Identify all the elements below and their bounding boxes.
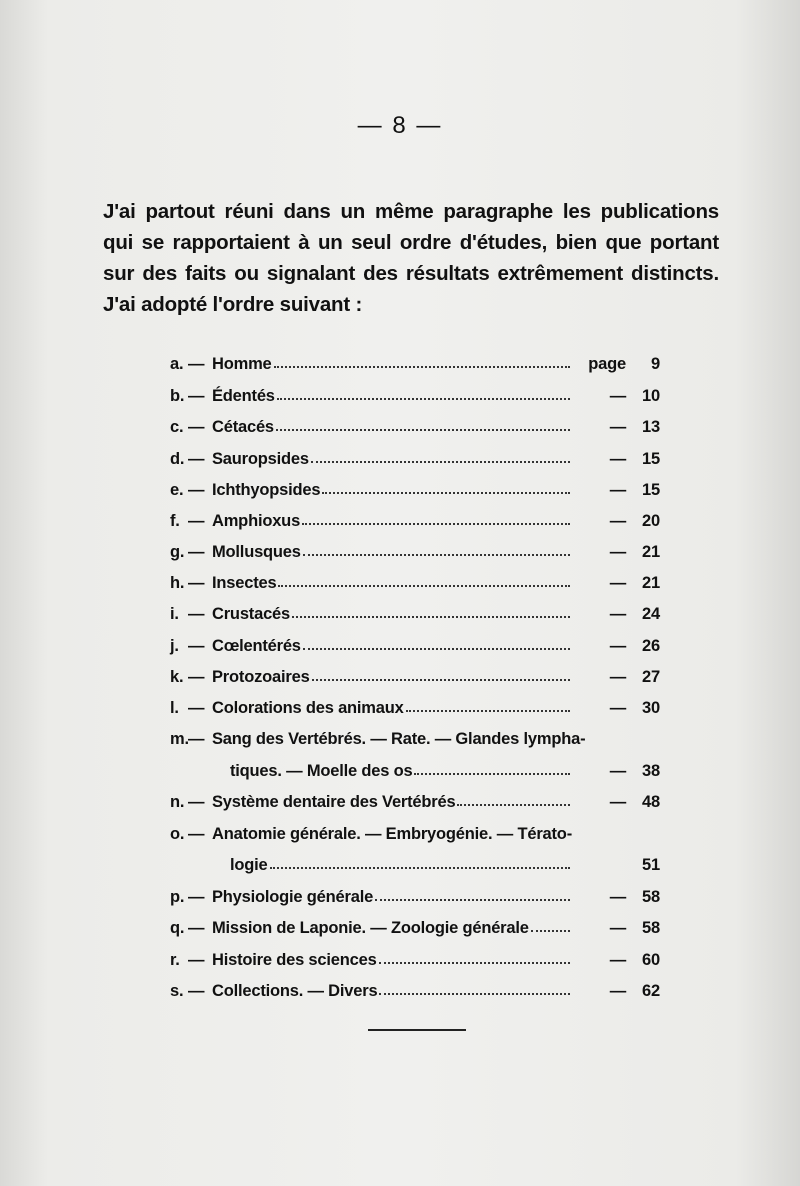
entry-page-prefix: page	[588, 355, 626, 373]
page-number: — 8 —	[357, 112, 443, 139]
entry-dash: —	[188, 793, 205, 811]
entry-page-prefix: —	[609, 951, 626, 969]
entry-text: Collections. — Divers	[212, 982, 378, 1000]
toc-entry	[170, 723, 660, 749]
entry-dash: —	[188, 481, 205, 499]
entry-label: k.	[170, 668, 184, 686]
entry-page-number: 13	[642, 418, 660, 436]
dot-leader	[302, 523, 570, 525]
entry-page-prefix: —	[609, 418, 626, 436]
entry-text: Sang des Vertébrés. — Rate. — Glandes lympha-	[212, 730, 586, 748]
toc-entry	[170, 881, 660, 907]
dot-leader	[277, 398, 570, 400]
toc-entry	[170, 661, 660, 687]
toc-entry	[170, 692, 660, 718]
entry-page-number: 60	[642, 951, 660, 969]
dot-leader	[292, 616, 570, 618]
entry-page-number: 62	[642, 982, 660, 1000]
dot-leader	[414, 773, 570, 775]
dot-leader	[531, 930, 570, 932]
entry-page-number: 26	[642, 637, 660, 655]
entry-dash: —	[188, 512, 205, 530]
entry-label: r.	[170, 951, 180, 969]
entry-dash: —	[188, 951, 205, 969]
toc-entry	[170, 786, 660, 812]
entry-continuation-text: tiques. — Moelle des os	[230, 762, 413, 780]
toc-entry	[170, 975, 660, 1001]
dot-leader	[278, 585, 570, 587]
dot-leader	[406, 710, 570, 712]
entry-label: f.	[170, 512, 180, 530]
dot-leader	[375, 899, 570, 901]
entry-dash: —	[188, 605, 205, 623]
entry-page-prefix: —	[609, 762, 626, 780]
entry-dash: —	[188, 387, 205, 405]
entry-page-number: 58	[642, 888, 660, 906]
dot-leader	[311, 461, 570, 463]
entry-text: Cœlentérés	[212, 637, 301, 655]
entry-page-prefix: —	[609, 919, 626, 937]
entry-page-prefix: —	[609, 543, 626, 561]
entry-page-prefix: —	[609, 512, 626, 530]
entry-label: i.	[170, 605, 179, 623]
toc-entry	[170, 598, 660, 624]
entry-page-number: 15	[642, 450, 660, 468]
entry-text: Mollusques	[212, 543, 301, 561]
entry-text: Mission de Laponie. — Zoologie générale	[212, 919, 529, 937]
entry-page-number: 24	[642, 605, 660, 623]
entry-text: Sauropsides	[212, 450, 309, 468]
entry-dash: —	[188, 730, 205, 748]
entry-text: Édentés	[212, 387, 275, 405]
dot-leader	[303, 554, 570, 556]
dot-leader	[322, 492, 570, 494]
toc-entry	[170, 912, 660, 938]
entry-label: b.	[170, 387, 185, 405]
entry-label: m.	[170, 730, 189, 748]
toc-entry	[170, 474, 660, 500]
dot-leader	[270, 867, 570, 869]
entry-text: Histoire des sciences	[212, 951, 377, 969]
entry-page-number: 48	[642, 793, 660, 811]
entry-label: d.	[170, 450, 185, 468]
entry-page-prefix: —	[609, 637, 626, 655]
dot-leader	[379, 962, 570, 964]
entry-text: Système dentaire des Vertébrés	[212, 793, 456, 811]
dot-leader	[276, 429, 570, 431]
entry-text: Colorations des animaux	[212, 699, 404, 717]
dot-leader	[379, 993, 570, 995]
dot-leader	[457, 804, 570, 806]
entry-page-number: 20	[642, 512, 660, 530]
entry-label: q.	[170, 919, 185, 937]
entry-page-prefix: —	[609, 605, 626, 623]
entry-text: Physiologie générale	[212, 888, 374, 906]
entry-page-number: 10	[642, 387, 660, 405]
dot-leader	[312, 679, 570, 681]
entry-page-prefix: —	[609, 888, 626, 906]
entry-page-prefix: —	[609, 450, 626, 468]
entry-page-prefix: —	[609, 574, 626, 592]
entry-label: o.	[170, 825, 185, 843]
entry-text: Ichthyopsides	[212, 481, 321, 499]
entry-page-number: 9	[651, 355, 660, 373]
entry-page-prefix: —	[609, 699, 626, 717]
entry-page-number: 15	[642, 481, 660, 499]
entry-page-prefix: —	[609, 481, 626, 499]
entry-label: g.	[170, 543, 185, 561]
entry-dash: —	[188, 919, 205, 937]
entry-page-prefix: —	[609, 387, 626, 405]
entry-dash: —	[188, 355, 205, 373]
entry-label: a.	[170, 355, 184, 373]
entry-page-prefix: —	[609, 982, 626, 1000]
entry-page-prefix: —	[609, 668, 626, 686]
entry-continuation-text: logie	[230, 856, 268, 874]
entry-page-number: 27	[642, 668, 660, 686]
entry-page-number: 21	[642, 574, 660, 592]
entry-dash: —	[188, 825, 205, 843]
entry-text: Insectes	[212, 574, 277, 592]
toc-entry	[170, 348, 660, 374]
toc-entry	[170, 411, 660, 437]
entry-dash: —	[188, 888, 205, 906]
entry-label: n.	[170, 793, 185, 811]
dot-leader	[274, 366, 570, 368]
entry-dash: —	[188, 699, 205, 717]
entry-label: p.	[170, 888, 185, 906]
toc-entry	[170, 944, 660, 970]
dot-leader	[303, 648, 570, 650]
intro-paragraph: J'ai partout réuni dans un même paragraphe les publications qui se rapportaient à un seul ordre d'études, bien que portant sur des faits ou signalant des résultats extrêmement distincts. J'ai adopté l'ordre suivant :	[103, 200, 719, 316]
toc-entry	[170, 443, 660, 469]
toc-entry	[170, 380, 660, 406]
toc-entry	[170, 505, 660, 531]
entry-text: Cétacés	[212, 418, 274, 436]
entry-text: Anatomie générale. — Embryogénie. — Térato-	[212, 825, 572, 843]
entry-page-number: 21	[642, 543, 660, 561]
entry-dash: —	[188, 418, 205, 436]
toc-entry	[170, 567, 660, 593]
entry-page-number: 30	[642, 699, 660, 717]
entry-text: Amphioxus	[212, 512, 301, 530]
entry-page-prefix: —	[609, 793, 626, 811]
entry-dash: —	[188, 637, 205, 655]
entry-dash: —	[188, 543, 205, 561]
entry-label: j.	[170, 637, 179, 655]
entry-label: c.	[170, 418, 184, 436]
entry-label: s.	[170, 982, 184, 1000]
entry-page-number: 58	[642, 919, 660, 937]
toc-entry	[170, 818, 660, 844]
toc-entry-continuation	[230, 849, 660, 875]
entry-page-number: 38	[642, 762, 660, 780]
entry-page-number: 51	[642, 856, 660, 874]
entry-dash: —	[188, 450, 205, 468]
entry-dash: —	[188, 668, 205, 686]
toc-entry	[170, 630, 660, 656]
entry-label: h.	[170, 574, 185, 592]
entry-dash: —	[188, 574, 205, 592]
entry-dash: —	[188, 982, 205, 1000]
entry-text: Homme	[212, 355, 272, 373]
closing-rule	[368, 1029, 466, 1031]
entry-text: Crustacés	[212, 605, 290, 623]
entry-label: e.	[170, 481, 184, 499]
entry-label: l.	[170, 699, 179, 717]
toc-entry	[170, 536, 660, 562]
entry-text: Protozoaires	[212, 668, 310, 686]
toc-entry-continuation	[230, 755, 660, 781]
